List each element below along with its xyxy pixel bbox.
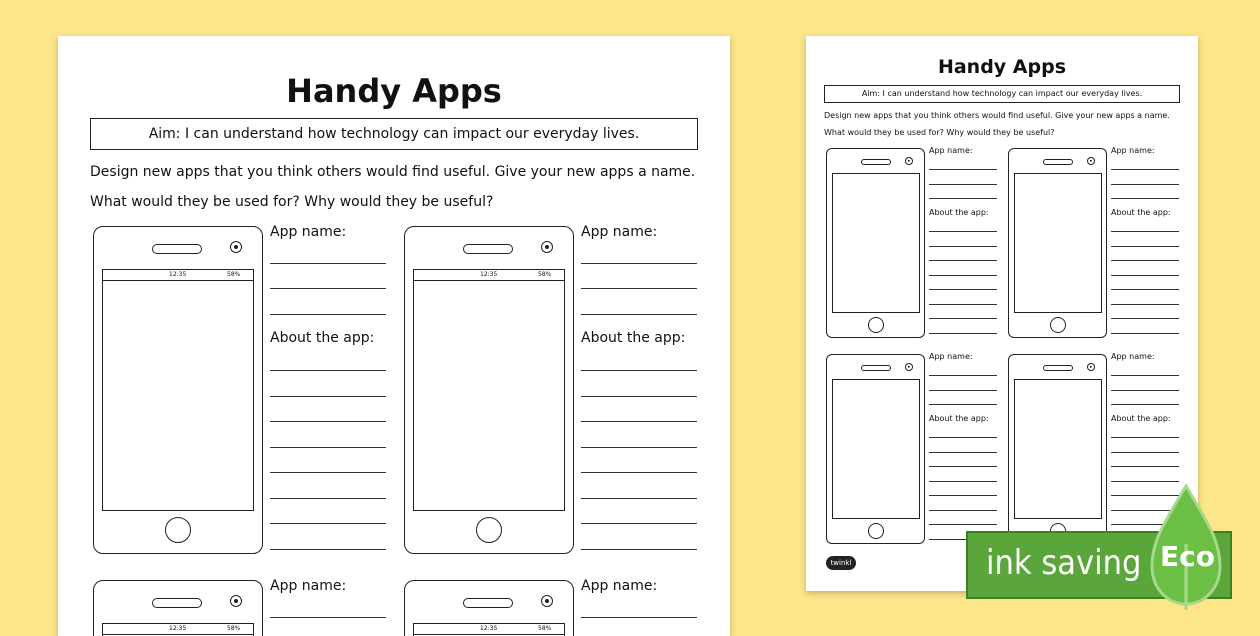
instruction-2: What would they be used for? Why would they be useful? [90,194,494,210]
status-bar [103,270,253,281]
camera-icon [905,363,913,371]
app-name-label: App name: [1111,352,1155,361]
camera-icon [230,595,242,607]
worksheet-page-small [806,36,1198,591]
about-app-label: About the app: [270,330,375,346]
phone-screen [832,173,920,313]
camera-icon [541,595,553,607]
speaker-icon [861,365,891,371]
app-name-label: App name: [581,224,658,240]
phone-screen [413,269,565,511]
twinkl-logo: twinkl [826,556,856,570]
home-button-icon [868,523,884,539]
camera-icon [905,157,913,165]
about-app-label: About the app: [929,208,989,217]
app-name-label: App name: [929,352,973,361]
camera-icon [1087,157,1095,165]
phone-outline [93,580,263,636]
about-app-label: About the app: [929,414,989,423]
camera-icon [230,241,242,253]
status-time: 12:35 [169,271,187,278]
status-time: 12:35 [480,271,498,278]
worksheet-page-large [58,36,730,636]
app-name-label: App name: [1111,146,1155,155]
about-app-label: About the app: [1111,414,1171,423]
app-name-label: App name: [929,146,973,155]
instruction-1: Design new apps that you think others would find useful. Give your new apps a name. [824,111,1170,120]
phone-outline [826,148,925,338]
speaker-icon [1043,159,1073,165]
app-name-label: App name: [270,578,347,594]
phone-screen [1014,173,1102,313]
status-battery: 58% [538,625,552,632]
eco-label: Eco [1160,540,1215,573]
phone-outline [826,354,925,544]
page-title: Handy Apps [286,72,502,110]
instruction-2: What would they be used for? Why would they be useful? [824,128,1055,137]
home-button-icon [165,517,191,543]
phone-outline [93,226,263,554]
status-bar [414,270,564,281]
home-button-icon [1050,317,1066,333]
home-button-icon [476,517,502,543]
instruction-1: Design new apps that you think others would find useful. Give your new apps a name. [90,164,696,180]
camera-icon [541,241,553,253]
page-title: Handy Apps [937,56,1067,78]
status-battery: 58% [227,271,241,278]
status-time: 12:35 [480,625,498,632]
phone-outline [404,226,574,554]
speaker-icon [152,598,202,608]
phone-outline [1008,148,1107,338]
phone-outline [404,580,574,636]
phone-screen [832,379,920,519]
phone-screen [102,269,254,511]
speaker-icon [463,244,513,254]
speaker-icon [152,244,202,254]
ink-saving-text: ink saving [986,543,1142,583]
aim-box: Aim: I can understand how technology can impact our everyday lives. [90,118,698,150]
phone-outline [1008,354,1107,544]
camera-icon [1087,363,1095,371]
status-battery: 58% [538,271,552,278]
about-app-label: About the app: [581,330,686,346]
status-battery: 58% [227,625,241,632]
app-name-label: App name: [581,578,658,594]
about-app-label: About the app: [1111,208,1171,217]
phone-screen [1014,379,1102,519]
home-button-icon [868,317,884,333]
status-time: 12:35 [169,625,187,632]
speaker-icon [463,598,513,608]
aim-box: Aim: I can understand how technology can impact our everyday lives. [824,85,1180,103]
speaker-icon [861,159,891,165]
speaker-icon [1043,365,1073,371]
app-name-label: App name: [270,224,347,240]
